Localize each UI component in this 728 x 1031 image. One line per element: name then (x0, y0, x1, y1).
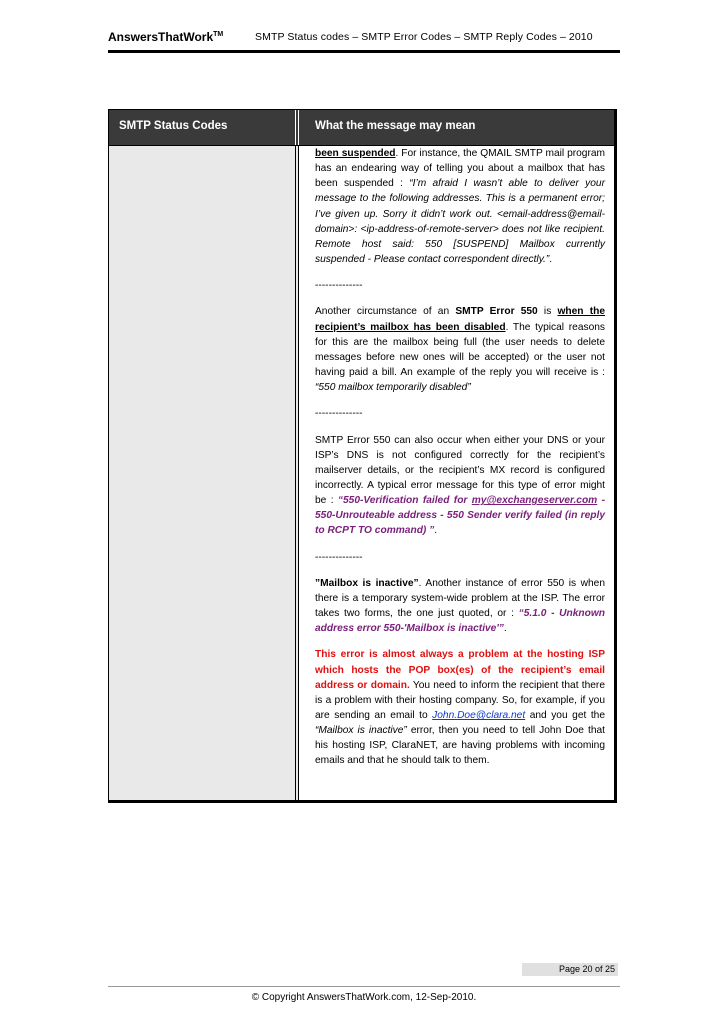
meaning-cell (303, 146, 614, 800)
header-title: SMTP Status codes – SMTP Error Codes – SMTP Reply Codes – 2010 (255, 31, 593, 43)
table-header-row (109, 110, 614, 146)
paragraph-hosting-isp: This error is almost always a problem at the hosting ISP which hosts the POP box(es) of the recipient’s email address or domain. You need to inform the recipient that there is a problem with their hosting company. So, for example, if you are sending an email to John.Doe@clara.net and you get the “Mailbox is inactive” error, then you need to tell John Doe that his hosting ISP, ClaraNET, are having problems with incoming emails and that he should talk to them. (315, 649, 605, 767)
email-link-john-doe[interactable]: John.Doe@clara.net (432, 710, 526, 721)
separator: -------------- (315, 408, 363, 420)
header-rule (108, 50, 620, 53)
smtp-codes-table (108, 109, 617, 803)
status-code-cell (109, 146, 299, 800)
footer-rule (108, 986, 620, 987)
trademark-mark: TM (213, 31, 224, 38)
brand-name: AnswersThatWork™ (108, 30, 224, 44)
copyright-footer: © Copyright AnswersThatWork.com, 12-Sep-2010. (251, 992, 477, 1003)
page-header (108, 30, 618, 46)
col-header-message-meaning: What the message may mean (315, 120, 476, 132)
separator: -------------- (315, 280, 363, 292)
meaning-text (315, 146, 605, 780)
paragraph-dns: SMTP Error 550 can also occur when either your DNS or your ISP’s DNS is not configured correctly for the recipient’s mailserver details, or the recipient’s MX record is configured incorrectly. A typical error message for this type of error might be : “550-Verification failed for my@exchangeserver.com - 550-Unrouteable address - 550 Sender verify failed (in reply to RCPT TO command) ”. (315, 434, 605, 537)
page-number: Page 20 of 25 (522, 963, 618, 976)
separator: -------------- (315, 551, 363, 563)
col-header-smtp-status-codes: SMTP Status Codes (119, 120, 228, 132)
email-link-exchangeserver[interactable]: my@exchangeserver.com (471, 495, 598, 507)
paragraph-suspended: been suspended. For instance, the QMAIL SMTP mail program has an endearing way of telling you about a mailbox that has been suspended : “I’m afraid I wasn’t able to deliver your message to the following addresses. This is a permanent error; I’ve given up. Sorry it didn’t work out. <email-address@email-domain>: <ip-address-of-remote-server> does not like recipient. Remote host said: 550 [SUSPEND] Mailbox currently suspended - Please contact correspondent directly.”. (315, 148, 605, 266)
paragraph-disabled: Another circumstance of an SMTP Error 550 is when the recipient’s mailbox has been disabled. The typical reasons for this are the mailbox being full (the user needs to delete messages before new ones will be accepted) or the user not having paid a bill. An example of the reply you will receive is : “550 mailbox temporarily disabled” (315, 306, 605, 394)
paragraph-inactive: ”Mailbox is inactive”. Another instance of error 550 is when there is a temporary system-wide problem at the ISP. The error takes two forms, the one just quoted, or : “5.1.0 - Unknown address error 550-'Mailbox is inactive'”. (315, 577, 605, 635)
